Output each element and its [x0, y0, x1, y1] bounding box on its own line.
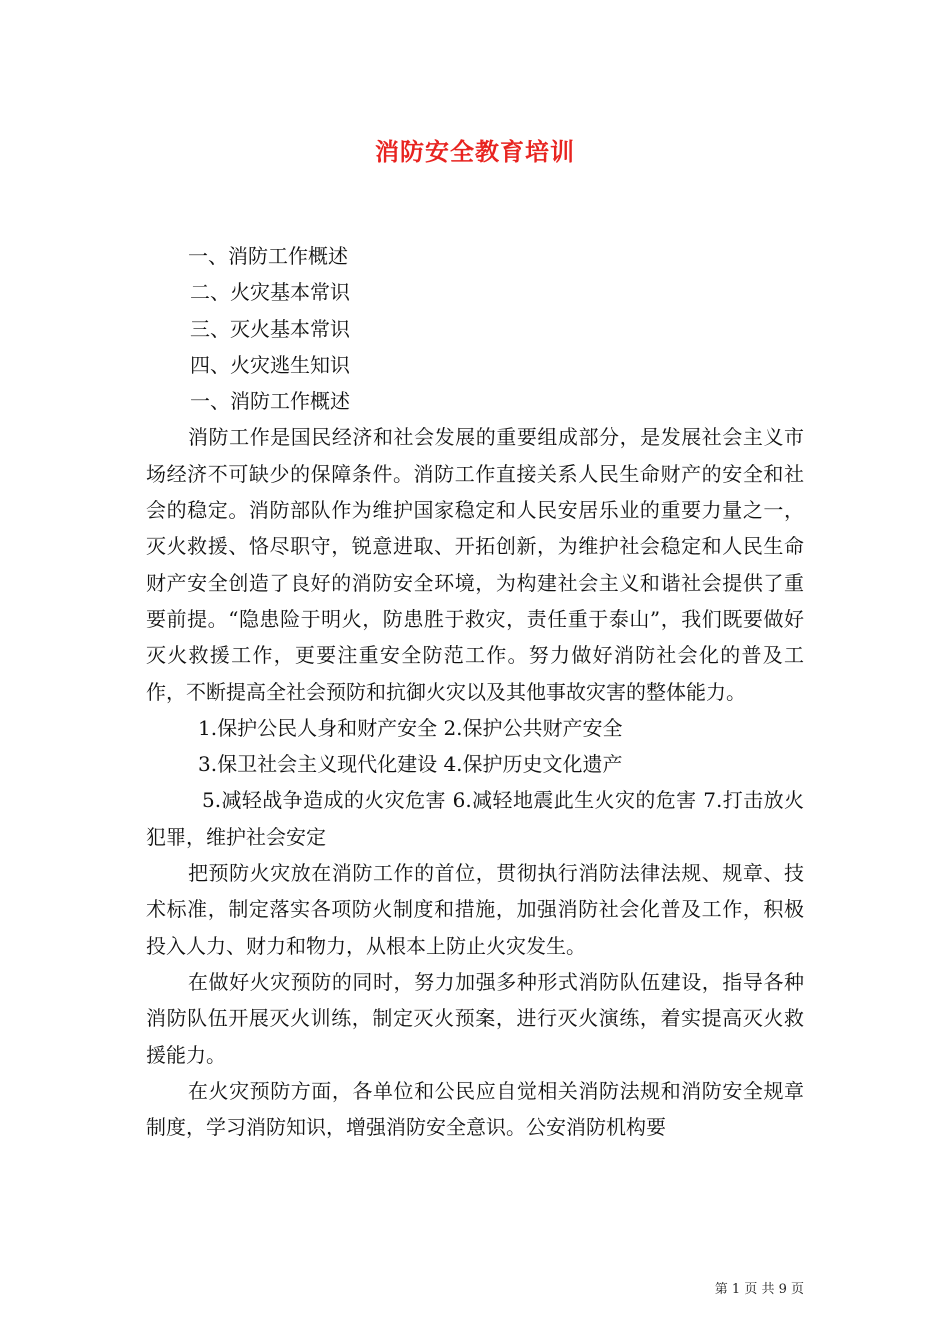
document-title: 消防安全教育培训	[375, 137, 575, 166]
duty-list-line-1: 1.保护公民人身和财产安全 2.保护公共财产安全	[198, 715, 623, 740]
duty-list-line-3: 5.减轻战争造成的火灾危害 6.减轻地震此生火灾的危害 7.打击放火犯罪，维护社会安定	[146, 788, 804, 849]
duty-list-line-2: 3.保卫社会主义现代化建设 4.保护历史文化遗产	[198, 752, 623, 777]
toc-item-2: 二、火灾基本常识	[190, 280, 350, 305]
section-heading: 一、消防工作概述	[190, 389, 350, 414]
document-body	[146, 238, 804, 1145]
paragraph-overview: 消防工作是国民经济和社会发展的重要组成部分，是发展社会主义市场经济不可缺少的保障条件。消防工作直接关系人民生命财产的安全和社会的稳定。消防部队作为维护国家稳定和人民安居乐业的重要力量之一，灭火救援、恪尽职守，锐意进取、开拓创新，为维护社会稳定和人民生命财产安全创造了良好的消防安全环境，为构建社会主义和谐社会提供了重要前提。“隐患险于明火，防患胜于救灾，责任重于泰山”，我们既要做好灭火救援工作，更要注重安全防范工作。努力做好消防社会化的普及工作，不断提高全社会预防和抗御火灾以及其他事故灾害的整体能力。	[146, 425, 804, 704]
paragraph-firefighting: 在做好火灾预防的同时，努力加强多种形式消防队伍建设，指导各种消防队伍开展灭火训练，制定灭火预案，进行灭火演练，着实提高灭火救援能力。	[146, 969, 804, 1067]
toc-item-3: 三、灭火基本常识	[190, 316, 350, 341]
paragraph-public-duty: 在火灾预防方面，各单位和公民应自觉相关消防法规和消防安全规章制度，学习消防知识，增强消防安全意识。公安消防机构要	[146, 1078, 804, 1140]
paragraph-prevention: 把预防火灾放在消防工作的首位，贯彻执行消防法律法规、规章、技术标准，制定落实各项防火制度和措施，加强消防社会化普及工作，积极投入人力、财力和物力，从根本上防止火灾发生。	[146, 861, 804, 958]
page-number-footer: 第 1 页 共 9 页	[714, 1282, 804, 1297]
toc-item-4: 四、火灾逃生知识	[190, 352, 350, 377]
toc-item-1: 一、消防工作概述	[188, 244, 348, 268]
